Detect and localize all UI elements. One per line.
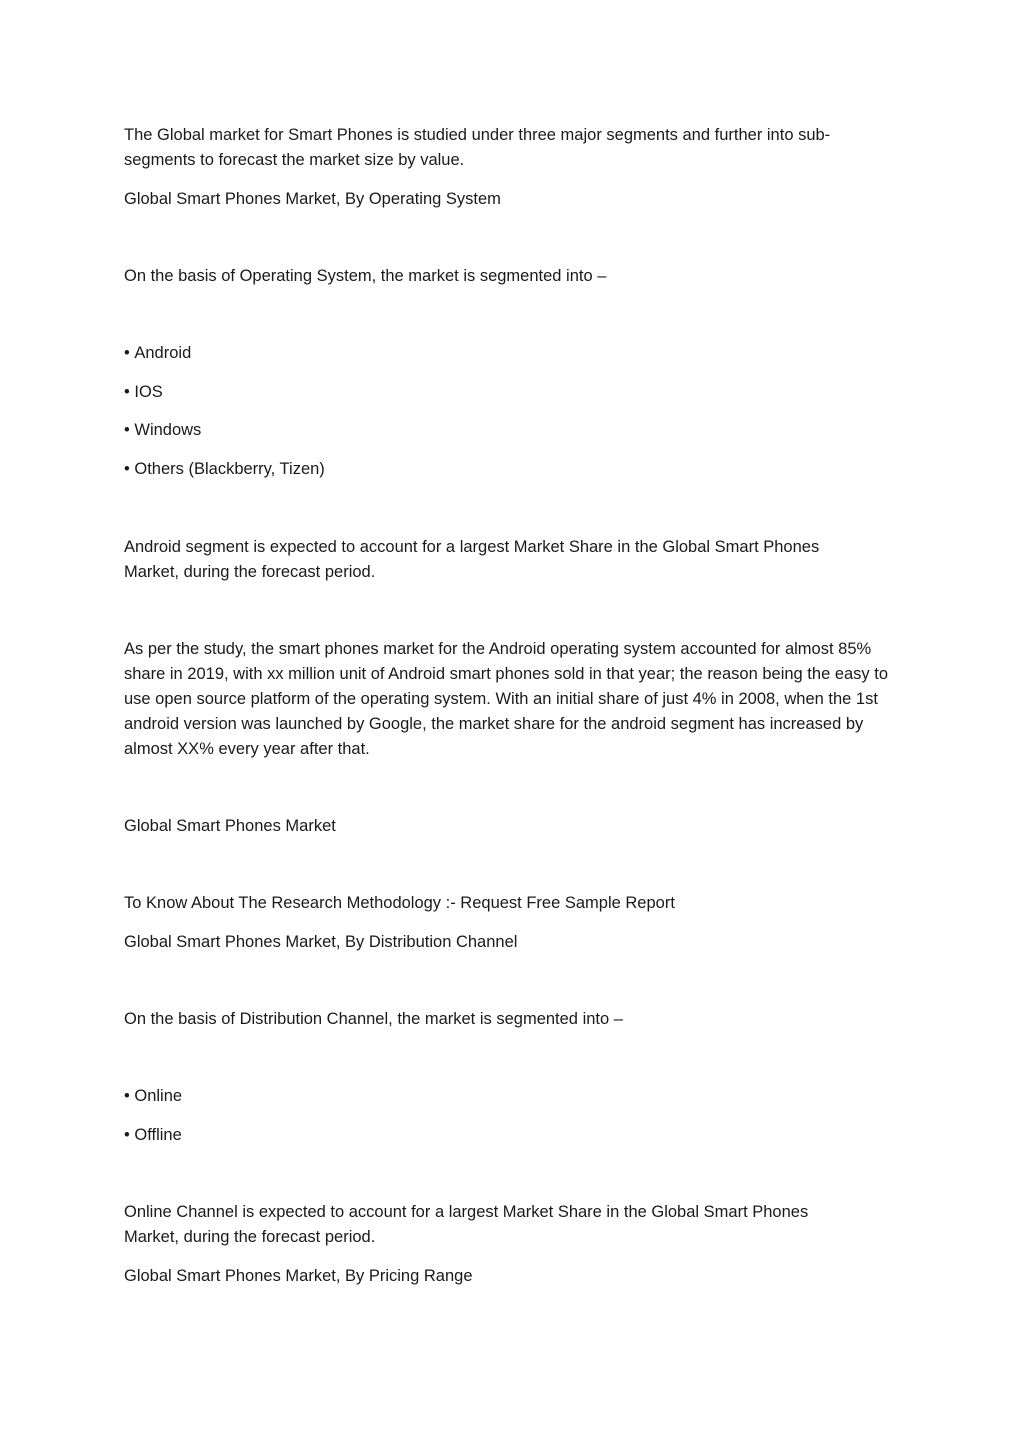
intro-paragraph: The Global market for Smart Phones is studied under three major segments and further into sub-segments to forecast the market size by value. xyxy=(124,126,831,169)
dc-list-item-offline: • Offline xyxy=(124,1123,894,1148)
os-statement-paragraph: Android segment is expected to account for a largest Market Share in the Global Smart Phones Market, during the forecast period. xyxy=(124,538,820,581)
os-list-item-others: • Others (Blackberry, Tizen) xyxy=(124,457,894,482)
dc-basis-text: On the basis of Distribution Channel, the market is segmented into – xyxy=(124,1010,623,1028)
dc-list-item-online: • Online xyxy=(124,1084,894,1109)
os-basis-text: On the basis of Operating System, the market is segmented into – xyxy=(124,267,607,285)
pr-section-heading: Global Smart Phones Market, By Pricing Range xyxy=(124,1267,473,1285)
figure-caption: Global Smart Phones Market xyxy=(124,817,336,835)
methodology-link-text[interactable]: To Know About The Research Methodology :- Request Free Sample Report xyxy=(124,894,675,912)
os-section-heading: Global Smart Phones Market, By Operating System xyxy=(124,190,501,208)
os-list-item-windows: • Windows xyxy=(124,418,894,443)
dc-statement-paragraph: Online Channel is expected to account for a largest Market Share in the Global Smart Phones Market, during the forecast period. xyxy=(124,1203,809,1246)
os-list-item-android: • Android xyxy=(124,341,894,366)
os-list-item-ios: • IOS xyxy=(124,380,894,405)
os-study-paragraph: As per the study, the smart phones market for the Android operating system accounted for almost 85% share in 2019, with xx million unit of Android smart phones sold in that year; the reason being the easy to use open source platform of the operating system. With an initial share of just 4% in 2008, when the 1st android version was launched by Google, the market share for the android segment has increased by almost XX% every year after that. xyxy=(124,640,889,758)
dc-section-heading: Global Smart Phones Market, By Distribution Channel xyxy=(124,933,518,951)
